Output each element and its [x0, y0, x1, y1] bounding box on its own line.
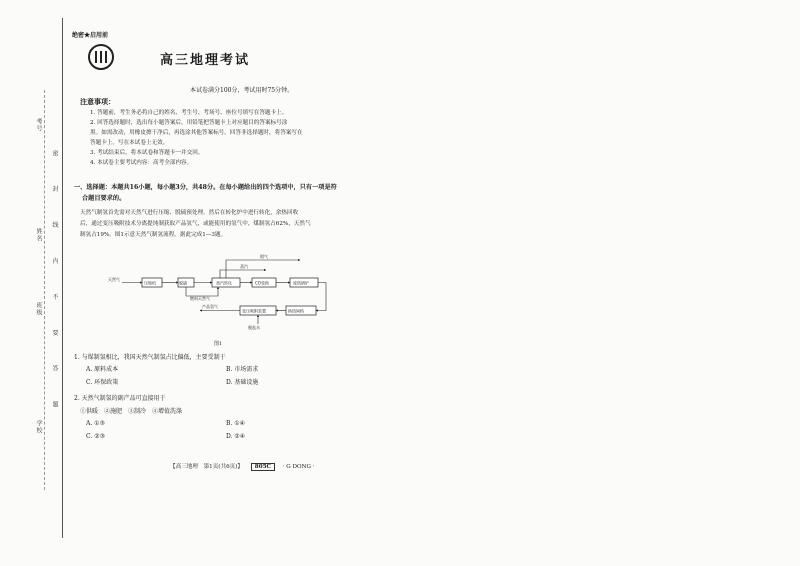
q2-sub-options: ①供暖 ②施肥 ③制冷 ④增值洗涤 — [80, 408, 183, 415]
score-line: 本试卷满分100分，考试用时75分钟。 — [190, 87, 294, 94]
q2-option-a: A. ①③ — [86, 420, 105, 427]
q2-option-c: C. ②③ — [86, 433, 105, 440]
note-item: 4. 本试卷主要考试内容：高考全部内容。 — [90, 160, 193, 166]
publisher-logo-icon — [88, 44, 114, 70]
q1-option-a: A. 原料成本 — [86, 366, 119, 373]
label-shift: CO变换 — [255, 280, 269, 286]
note-item: 答题卡上。写在本试卷上无效。 — [90, 140, 169, 146]
margin-label-class: 班级 — [35, 302, 42, 316]
label-steam: 蒸汽 — [240, 264, 248, 269]
q1-option-d: D. 基础设施 — [226, 379, 259, 386]
binding-margin-rule — [62, 18, 63, 538]
seal-line-text: 密 封 线 内 不 要 答 题 — [51, 150, 58, 422]
label-product: 产品氢气 — [202, 304, 218, 309]
footer-brand: · G DONG · — [282, 464, 315, 470]
section-heading: 一、选择题：本题共16小题，每小题3分，共48分。在每小题给出的四个选项中，只有一项是符 — [74, 184, 337, 191]
process-flow-diagram — [100, 248, 400, 338]
label-boiler: 废热锅炉 — [293, 280, 309, 286]
question-2-stem: 2. 天然气制氢的副产品可直接用于 — [74, 395, 166, 402]
label-water: 脱盐水 — [248, 325, 260, 330]
q1-option-b: B. 市场需求 — [226, 366, 259, 373]
figure-caption: 图1 — [214, 341, 223, 347]
note-item: 1. 答题前，考生务必将自己的姓名、考生号、考场号、座位号填写在答题卡上。 — [90, 110, 288, 116]
label-fuel: 燃料天然气 — [190, 296, 210, 301]
exam-title: 高三地理考试 — [160, 53, 251, 68]
label-input: 天然气 — [108, 277, 120, 282]
label-cooler: 换热网格 — [288, 308, 304, 314]
passage-line: 天然气制氢首先需对天然气进行压缩、脱硫预处理，然后在转化炉中进行转化，余热回收 — [80, 210, 299, 216]
notes-heading: 注意事项： — [80, 97, 115, 106]
label-compress: 压缩机 — [144, 280, 156, 286]
notes-list — [90, 108, 550, 168]
q2-option-b: B. ①④ — [226, 420, 245, 427]
note-item: 2. 回答选择题时，选出每小题答案后，用铅笔把答题卡上对应题目的答案标号涂 — [90, 120, 288, 126]
margin-label-school: 学校 — [35, 420, 42, 434]
label-flue: 烟气 — [260, 254, 268, 259]
passage — [80, 208, 570, 241]
label-psa: 变压吸附装置 — [242, 308, 266, 314]
footer-code: 805C — [251, 463, 275, 471]
page-footer — [170, 462, 315, 470]
question-1-stem: 1. 与煤制氢相比，我国天然气制氢占比偏低，主要受制于 — [74, 354, 226, 361]
note-item: 黑。如需改动，用橡皮擦干净后，再选涂其他答案标号。回答非选择题时，将答案写在 — [90, 130, 303, 136]
section-heading-cont: 合题目要求的。 — [82, 195, 126, 202]
note-item: 3. 考试结束后，将本试卷和答题卡一并交回。 — [90, 150, 204, 156]
binding-dashed-line — [44, 90, 45, 490]
passage-line: 制氢占19%。图1示意天然气制氢流程。据此完成1—3题。 — [80, 232, 227, 238]
q1-option-c: C. 环保政策 — [86, 379, 119, 386]
secret-note: 绝密★启用前 — [72, 32, 109, 39]
label-desulfur: 脱硫 — [179, 280, 187, 286]
passage-line: 后，通过变压吸附技术分离提纯制获取产品氢气，或能使用的氢气中，煤制氢占62%，天然气 — [80, 221, 311, 227]
margin-label-exam-number: 考号 — [35, 118, 42, 132]
q2-option-d: D. ②④ — [226, 433, 246, 440]
footer-page-info: 【高三地理 第1页(共6页)】 — [170, 464, 244, 470]
label-reform: 蒸汽转化 — [216, 280, 232, 286]
margin-label-name: 姓名 — [35, 228, 42, 242]
